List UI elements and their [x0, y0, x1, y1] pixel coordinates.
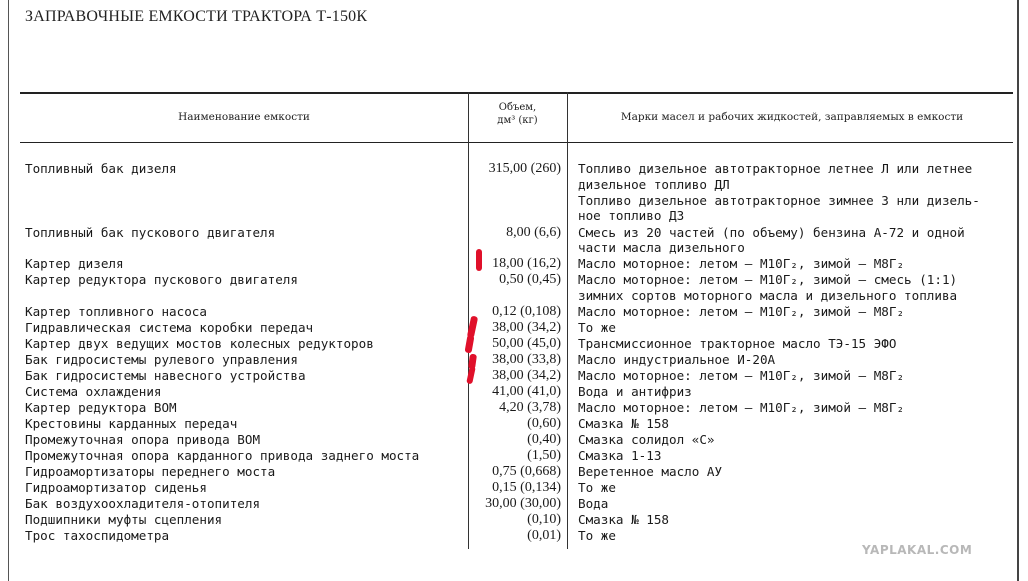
capacity-name: Топливный бак пускового двигателя — [25, 225, 276, 240]
header-volume-line1: Объем, — [498, 102, 537, 113]
capacity-name: Картер топливного насоса — [25, 304, 207, 319]
table-row — [0, 512, 1028, 528]
oil-brand: Топливо дизельное автотракторное зимнее З нли дизель- — [578, 193, 980, 208]
oil-brand: Веретенное масло АУ — [578, 464, 723, 479]
capacity-volume: 38,00 (34,2) — [492, 320, 561, 335]
capacity-volume: 38,00 (34,2) — [492, 368, 561, 383]
header-oil-brands: Марки масел и рабочих жидкостей, заправляемых в емкости — [620, 111, 964, 123]
capacity-name: Крестовины карданных передач — [25, 416, 238, 431]
capacity-volume: 41,00 (41,0) — [492, 384, 561, 399]
document-title: ЗАПРАВОЧНЫЕ ЕМКОСТИ ТРАКТОРА Т-150К — [25, 8, 368, 25]
oil-brand: То же — [578, 480, 616, 495]
oil-brand: дизельное топливо ДЛ — [578, 177, 730, 192]
oil-brand: Смесь из 20 частей (по объему) бензина А-72 и одной — [578, 225, 965, 240]
capacity-name: Картер двух ведущих мостов колесных редукторов — [25, 336, 374, 351]
capacity-name: Промежуточная опора карданного привода заднего моста — [25, 448, 420, 463]
table-row — [0, 416, 1028, 432]
watermark-logo: YAPLAKAL.COM — [862, 543, 973, 557]
table-row — [0, 336, 1028, 352]
table-top-rule — [20, 92, 1013, 94]
oil-brand: части масла дизельного — [578, 240, 745, 255]
table-row — [0, 496, 1028, 512]
table-row — [0, 193, 1028, 209]
table-row — [0, 368, 1028, 384]
capacity-name: Система охлаждения — [25, 384, 162, 399]
header-volume — [468, 101, 567, 127]
oil-brand: Смазка солидол «С» — [578, 432, 715, 447]
table-row — [0, 288, 1028, 304]
table-row — [0, 256, 1028, 272]
capacity-name: Гидравлическая система коробки передач — [25, 320, 314, 335]
capacity-name: Гидроамортизатор сиденья — [25, 480, 207, 495]
table-header-rule — [20, 142, 1013, 143]
capacity-name: Гидроамортизаторы переднего моста — [25, 464, 276, 479]
capacity-name: Бак гидросистемы навесного устройства — [25, 368, 306, 383]
table-row — [0, 272, 1028, 288]
capacity-volume: 315,00 (260) — [488, 161, 561, 176]
capacity-volume: 4,20 (3,78) — [499, 400, 561, 415]
capacity-volume: 50,00 (45,0) — [492, 336, 561, 351]
capacity-name: Топливный бак дизеля — [25, 161, 177, 176]
capacity-volume: 0,50 (0,45) — [499, 272, 561, 287]
oil-brand: ное топливо ДЗ — [578, 208, 685, 223]
oil-brand: То же — [578, 528, 616, 543]
capacity-name: Трос тахоспидометра — [25, 528, 170, 543]
capacity-name: Промежуточная опора привода ВОМ — [25, 432, 261, 447]
table-row — [0, 177, 1028, 193]
oil-brand: Масло моторное: летом — М10Г₂, зимой — М8Г₂ — [578, 304, 905, 319]
oil-brand: зимних сортов моторного масла и дизельного топлива — [578, 288, 958, 303]
capacity-volume: 0,15 (0,134) — [492, 480, 561, 495]
capacity-volume: (1,50) — [527, 448, 561, 463]
header-volume-line2: дм³ (кг) — [497, 115, 538, 126]
oil-brand: Смазка № 158 — [578, 512, 669, 527]
header-capacity-name: Наименование емкости — [178, 111, 310, 123]
oil-brand: Масло моторное: летом — М10Г₂, зимой — М8Г₂ — [578, 400, 905, 415]
capacity-volume: 30,00 (30,00) — [485, 496, 561, 511]
capacity-name: Картер редуктора ВОМ — [25, 400, 177, 415]
capacity-volume: (0,10) — [527, 512, 561, 527]
table-row — [0, 480, 1028, 496]
oil-brand: Вода и антифриз — [578, 384, 692, 399]
table-row — [0, 352, 1028, 368]
table-row — [0, 432, 1028, 448]
table-row — [0, 225, 1028, 241]
capacity-name: Подшипники муфты сцепления — [25, 512, 223, 527]
oil-brand: Трансмиссионное тракторное масло ТЭ-15 ЭФО — [578, 336, 897, 351]
table-row — [0, 528, 1028, 544]
table-row — [0, 384, 1028, 400]
oil-brand: Масло моторное: летом — М10Г₂, зимой — М8Г₂ — [578, 368, 905, 383]
capacity-volume: (0,01) — [527, 528, 561, 543]
capacity-name: Бак гидросистемы рулевого управления — [25, 352, 298, 367]
table-row — [0, 448, 1028, 464]
capacity-name: Бак воздухоохладителя-отопителя — [25, 496, 261, 511]
table-row — [0, 208, 1028, 224]
capacity-volume: 38,00 (33,8) — [492, 352, 561, 367]
table-row — [0, 320, 1028, 336]
capacity-volume: (0,60) — [527, 416, 561, 431]
oil-brand: Масло моторное: летом — М10Г₂, зимой — М8Г₂ — [578, 256, 905, 271]
capacity-volume: 18,00 (16,2) — [492, 256, 561, 271]
table-row — [0, 304, 1028, 320]
oil-brand: Масло индустриальное И-20А — [578, 352, 776, 367]
oil-brand: Топливо дизельное автотракторное летнее Л или летнее — [578, 161, 973, 176]
table-row — [0, 161, 1028, 177]
oil-brand: Вода — [578, 496, 609, 511]
capacity-name: Картер дизеля — [25, 256, 124, 271]
table-row — [0, 464, 1028, 480]
oil-brand: Масло моторное: летом — М10Г₂, зимой — смесь (1:1) — [578, 272, 958, 287]
table-row — [0, 400, 1028, 416]
capacity-volume: (0,40) — [527, 432, 561, 447]
oil-brand: Смазка 1-13 — [578, 448, 662, 463]
capacity-volume: 0,75 (0,668) — [492, 464, 561, 479]
capacity-volume: 0,12 (0,108) — [492, 304, 561, 319]
oil-brand: Смазка № 158 — [578, 416, 669, 431]
capacity-volume: 8,00 (6,6) — [506, 225, 561, 240]
table-row — [0, 240, 1028, 256]
oil-brand: То же — [578, 320, 616, 335]
red-highlight-mark — [476, 249, 482, 271]
capacity-name: Картер редуктора пускового двигателя — [25, 272, 298, 287]
